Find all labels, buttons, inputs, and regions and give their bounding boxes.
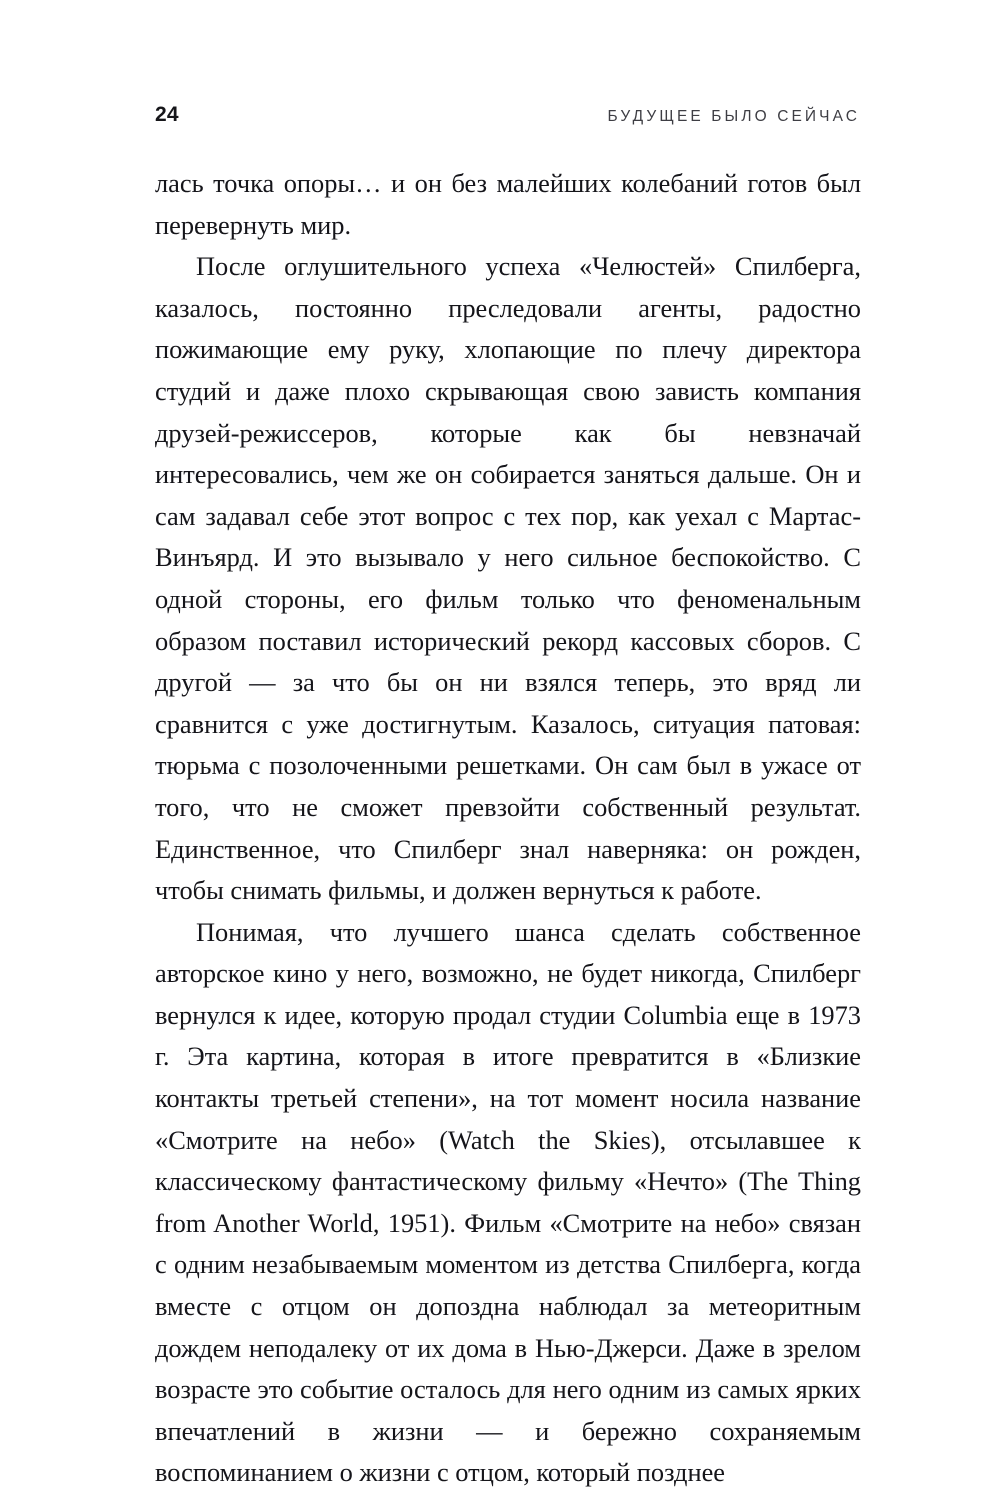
body-text-block <box>155 163 861 1494</box>
running-title: БУДУЩЕЕ БЫЛО СЕЙЧАС <box>607 108 860 125</box>
paragraph: Понимая, что лучшего шанса сделать собственное авторское кино у него, возможно, не будет никогда, Спилберг вернулся к идее, которую продал студии Columbia еще в 1973 г. Эта картина, которая в итоге превратится в «Близкие контакты третьей степени», на тот момент носила название «Смотрите на небо» (Watch the Skies), отсылавшее к классическому фантастическому фильму «Нечто» (The Thing from Another World, 1951). Фильм «Смотрите на небо» связан с одним незабываемым моментом из детства Спилберга, когда вместе с отцом он допоздна наблюдал за метеоритным дождем неподалеку от их дома в Нью-Джерси. Даже в зрелом возрасте это событие осталось для него одним из самых ярких впечатлений в жизни — и бережно сохраняемым воспоминанием о жизни с отцом, который позднее <box>155 916 861 1488</box>
paragraph-continued: лась точка опоры… и он без малейших колебаний готов был перевернуть мир. <box>155 168 861 240</box>
paragraph: После оглушительного успеха «Челюстей» Спилберга, казалось, постоянно преследовали агенты, радостно пожимающие ему руку, хлопающие по плечу директора студий и даже плохо скрывающая свою зависть компания друзей-режиссеров, которые как бы невзначай интересовались, чем же он собирается заняться дальше. Он и сам задавал себе этот вопрос с тех пор, как уехал с Мартас-Винъярд. И это вызывало у него сильное беспокойство. С одной стороны, его фильм только что феноменальным образом поставил исторический рекорд кассовых сборов. С другой — за что бы он ни взялся теперь, это вряд ли сравнится с уже достигнутым. Казалось, ситуация патовая: тюрьма с позолоченными решетками. Он сам был в ужасе от того, что не сможет превзойти собственный результат. Единственное, что Спилберг знал наверняка: он рожден, чтобы снимать фильмы, и должен вернуться к работе. <box>155 251 861 906</box>
running-header <box>155 104 860 134</box>
page-number: 24 <box>155 103 179 126</box>
